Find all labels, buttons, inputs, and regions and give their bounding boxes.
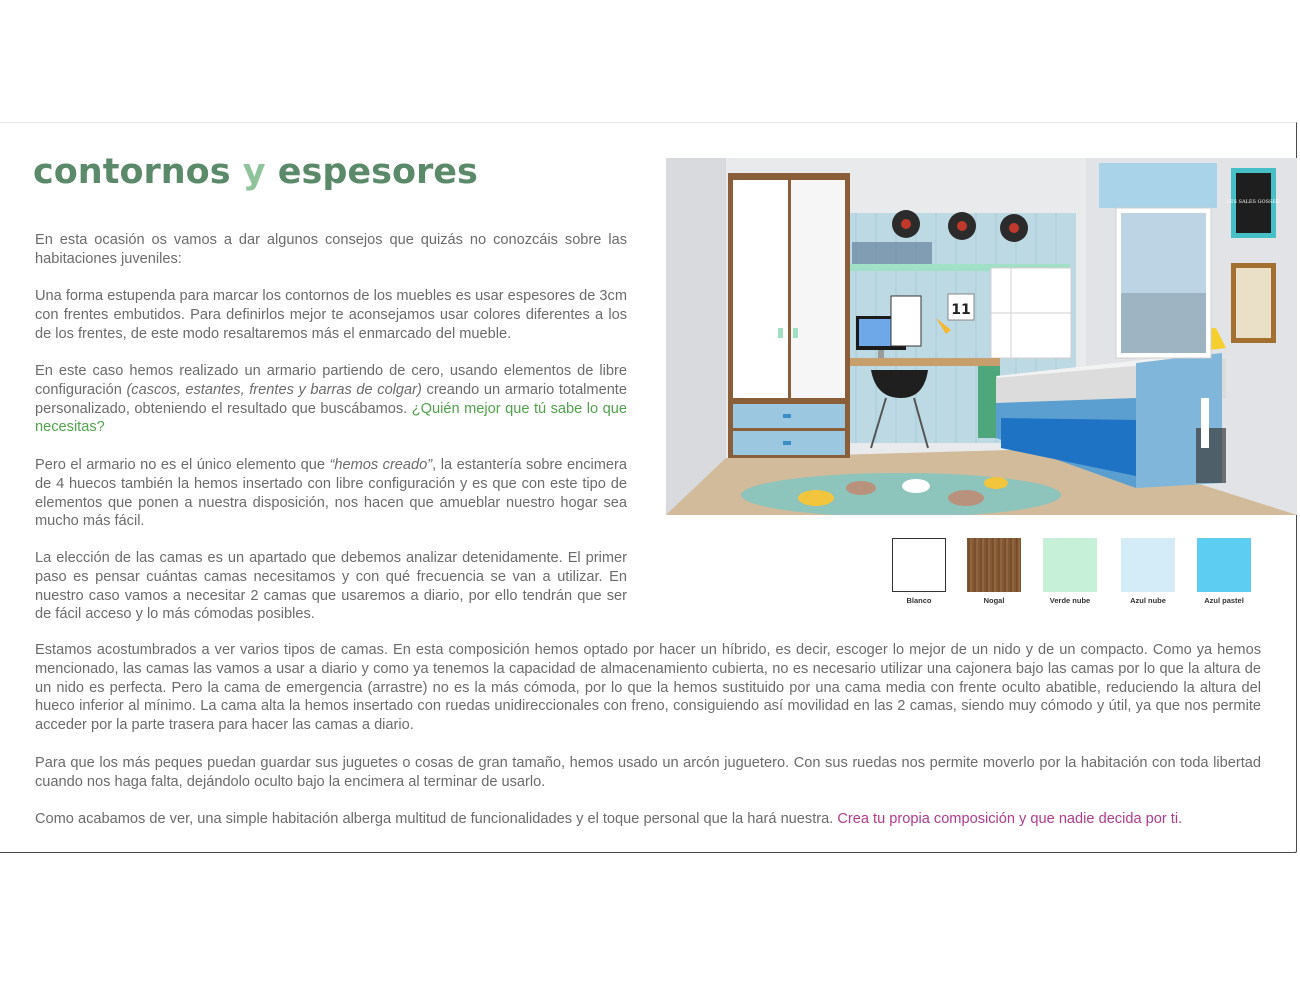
paragraph-wardrobe: En este caso hemos realizado un armario partiendo de cero, usando elementos de libre configuración (cascos, estantes, frentes y barras de colgar) creando un armario totalmente personalizado, obteniendo el resultado que buscábamos. ¿Quién mejor que tú sabe lo que necesitas?	[35, 363, 627, 436]
color-swatches	[888, 538, 1260, 608]
swatch-nogal-color	[967, 538, 1021, 592]
paragraph-intro: En esta ocasión os vamos a dar algunos consejos que quizás no conozcáis sobre las habitaciones juveniles:	[35, 232, 627, 267]
title-y: y	[242, 152, 266, 192]
paragraph-bed-types: Estamos acostumbrados a ver varios tipos de camas. En esta composición hemos optado por hacer un híbrido, es decir, escoger lo mejor de un nido y de un compacto. Como ya hemos mencionado, las camas las vamos a usar a diario y como ya tenemos la capacidad de almacenamiento cubierta, no es necesario utilizar una cajonera bajo las camas por lo que la altura de un nido es perfecta. Pero la cama de emergencia (arrastre) no es la más cómoda, por lo que la hemos sustituido por una cama media con frente oculto abatible, reduciendo la altura del hueco inferior al mínimo. La cama alta la hemos insertado con ruedas unidireccionales con freno, consiguiendo así movilidad en las 2 camas, siendo muy cómodo y útil, ya que nos permite acceder por la parte trasera para hacer las camas a diario.	[35, 642, 1261, 734]
swatch-verde-nube-color	[1043, 538, 1097, 592]
paragraph-shelving: Pero el armario no es el único elemento que “hemos creado”, la estantería sobre encimera de 4 huecos también la hemos insertado con libre configuración y es que con este tipo de elementos que ponen a nuestra disposición, nos hacen que amueblar nuestro hogar sea mucho más fácil.	[35, 457, 628, 530]
swatch-nogal[interactable]	[967, 538, 1021, 605]
link-quien-mejor[interactable]: ¿Quién mejor que tú sabe lo que necesitas?	[35, 400, 627, 436]
swatch-label: Blanco	[906, 596, 932, 605]
bedroom-photo	[666, 158, 1297, 515]
swatch-azul-nube-color	[1121, 538, 1175, 592]
page-title	[33, 152, 478, 192]
swatch-verde-nube[interactable]	[1043, 538, 1097, 605]
wall-art-text: LES SALES GOSSES	[1226, 199, 1280, 205]
swatch-azul-pastel[interactable]	[1197, 538, 1251, 605]
paragraph-toy-chest: Para que los más peques puedan guardar sus juguetes o cosas de gran tamaño, hemos usado un arcón juguetero. Con sus ruedas nos permite moverlo por la habitación con toda libertad cuando nos haga falta, dejándolo oculto bajo la encimera al terminar de usarlo.	[35, 755, 1261, 790]
paragraph-beds-choice: La elección de las camas es un apartado que debemos analizar detenidamente. El primer paso es pensar cuántas camas necesitamos y con qué frecuencia se van a utilizar. En nuestro caso vamos a necesitar 2 camas que usaremos a diario, por ello tendrán que ser de fácil acceso y lo más cómodas posibles.	[35, 550, 627, 623]
swatch-blanco[interactable]	[892, 538, 946, 605]
swatch-label: Azul pastel	[1204, 596, 1244, 605]
title-rest: espesores	[265, 152, 478, 192]
swatch-label: Verde nube	[1049, 596, 1091, 605]
swatch-blanco-color	[892, 538, 946, 592]
swatch-label: Nogal	[983, 596, 1005, 605]
link-crea-tu-composicion[interactable]: Crea tu propia composición y que nadie decida por ti.	[837, 811, 1183, 827]
calendar-text: 11	[951, 302, 971, 318]
paragraph-conclusion: Como acabamos de ver, una simple habitación alberga multitud de funcionalidades y el toque personal que la hará nuestra. Crea tu propia composición y que nadie decida por ti.	[35, 811, 1183, 827]
title-main: contornos	[33, 152, 243, 192]
paragraph-contours: Una forma estupenda para marcar los contornos de los muebles es usar espesores de 3cm con frentes embutidos. Para definirlos mejor te aconsejamos usar colores diferentes a los de los frentes, de este modo resaltaremos más el enmarcado del mueble.	[35, 288, 627, 342]
swatch-label: Azul nube	[1130, 596, 1166, 605]
swatch-azul-nube[interactable]	[1121, 538, 1175, 605]
swatch-azul-pastel-color	[1197, 538, 1251, 592]
